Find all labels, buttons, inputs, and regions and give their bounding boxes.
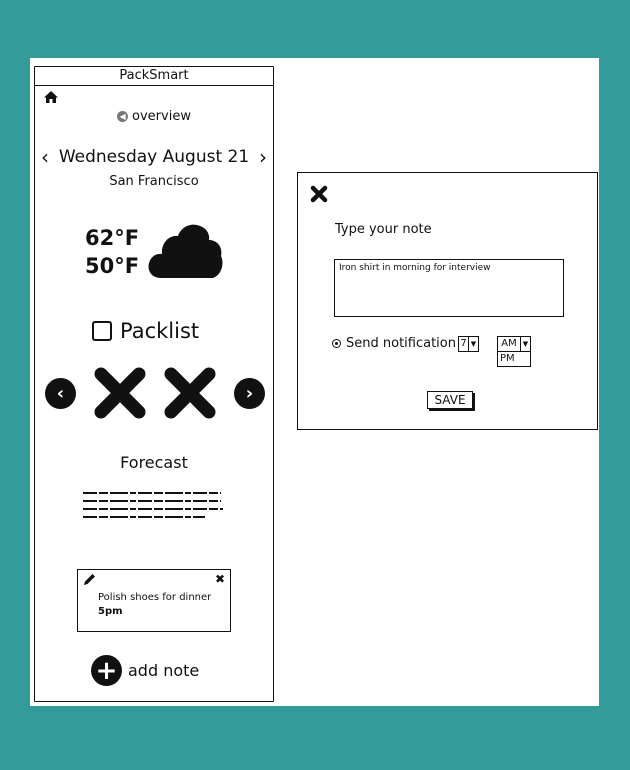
hour-value: 7 [459,337,469,351]
notification-label: Send notification [346,336,456,351]
close-icon[interactable] [310,185,328,203]
forecast-heading: Forecast [120,453,188,472]
carousel-next-button[interactable]: › [234,378,265,409]
note-input[interactable]: Iron shirt in morning for interview [334,259,564,317]
period-select-box[interactable] [497,336,531,352]
previous-day-button[interactable]: ‹ [41,145,49,169]
delete-note-icon[interactable]: ✖ [214,572,225,586]
item-placeholder-x-icon [163,366,217,420]
edit-pencil-icon[interactable] [82,573,98,587]
phone-screen [34,66,274,702]
plus-icon: + [91,655,122,686]
notification-radio[interactable] [332,339,341,348]
home-icon[interactable] [43,90,59,104]
add-note-button[interactable] [91,655,199,686]
packlist-toggle[interactable] [92,319,199,343]
note-time: 5pm [98,606,123,617]
packlist-label: Packlist [120,319,200,343]
overview-link[interactable] [35,109,273,124]
date-label: Wednesday August 21 [58,147,250,167]
chevron-down-icon[interactable]: ▼ [522,340,529,348]
period-option-pm[interactable]: PM [497,352,531,367]
notification-option[interactable] [332,336,456,351]
note-card[interactable] [77,569,231,632]
item-carousel [45,367,265,419]
note-content [98,591,211,619]
temperature-block [85,224,139,280]
carousel-prev-button[interactable]: ‹ [45,378,76,409]
date-selector [39,147,269,167]
add-note-label: add note [128,661,200,680]
overview-label: overview [132,109,191,124]
back-arrow-icon: ◀ [117,111,128,122]
city-label: San Francisco [109,174,199,189]
low-temperature: 50°F [85,254,140,278]
hour-select[interactable] [458,336,479,352]
canvas [30,58,599,706]
chevron-down-icon[interactable]: ▼ [470,340,477,348]
note-dialog [297,172,598,430]
save-button[interactable]: SAVE [427,391,473,409]
period-selected: AM [498,337,521,351]
forecast-scribble-text [83,490,223,522]
note-prompt: Type your note [335,222,432,237]
high-temperature: 62°F [85,226,140,250]
item-placeholder-x-icon [93,366,147,420]
period-select[interactable] [497,336,531,367]
app-title: PackSmart [35,67,273,86]
packlist-checkbox[interactable] [92,321,112,341]
note-text: Polish shoes for dinner [98,592,212,603]
next-day-button[interactable]: › [258,145,267,169]
cloud-icon [147,222,225,280]
